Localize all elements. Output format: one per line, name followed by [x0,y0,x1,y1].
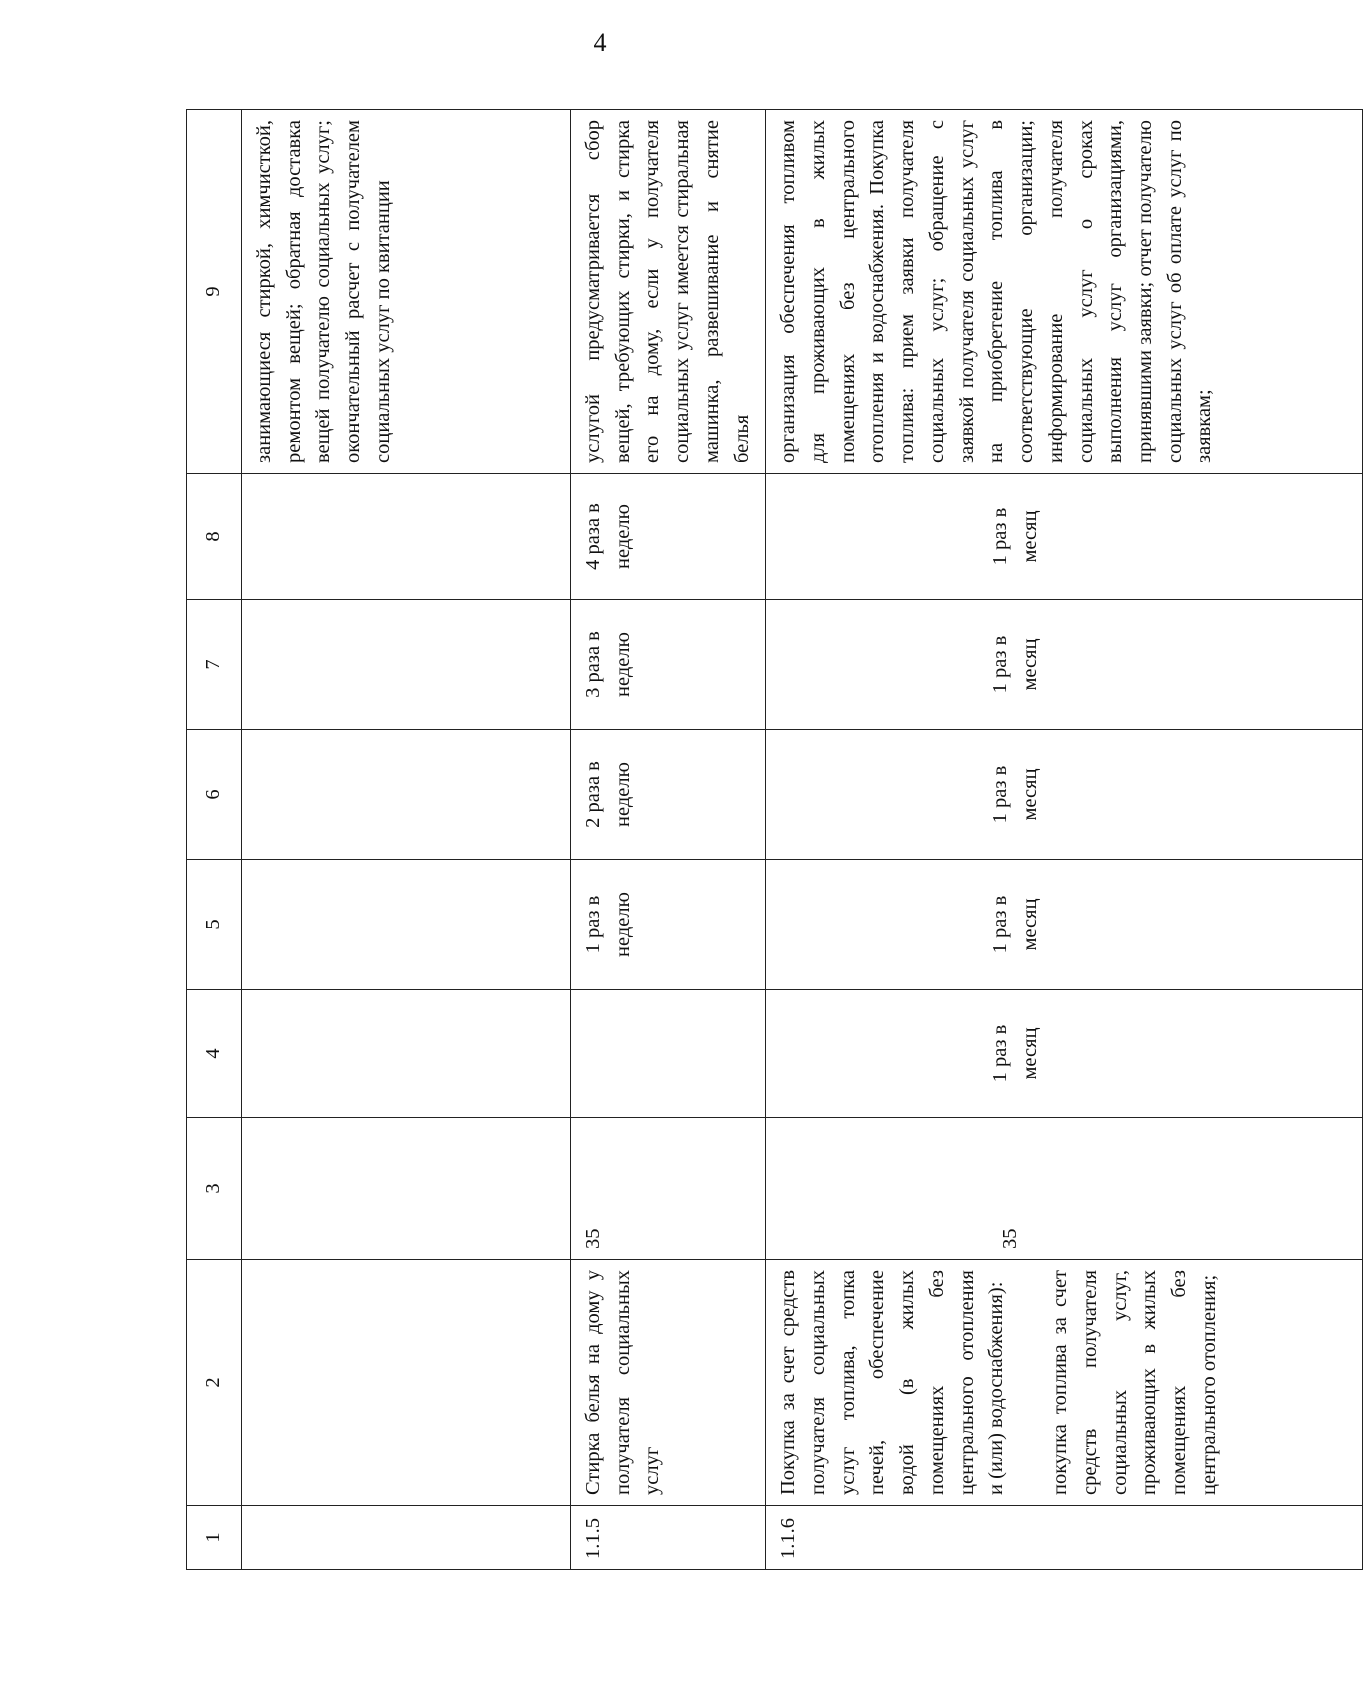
row-number-cell: 1.1.5 [571,1506,766,1570]
frequency-cell [242,730,571,860]
header-cell: 8 [187,474,242,600]
frequency-cell [242,860,571,990]
frequency-cell: 3 раза в неделю [571,600,766,730]
frequency-value: 1 раз в месяц [989,507,1042,566]
frequency-value: 1 раз в месяц [989,635,1042,694]
page-number: 4 [593,28,607,57]
frequency-cell [766,600,1363,730]
frequency-cell [766,730,1363,860]
description-cell: услугой предусматривается сбор вещей, требующих стирки, и стирка его на дому, если у получателя социальных услуг имеется стиральная машинка, развешивание и снятие белья [571,110,766,474]
frequency-cell [766,860,1363,990]
frequency-cell [571,990,766,1118]
cost-cell: 35 [571,1118,766,1260]
service-name-cell: Стирка белья на дому у получателя социальных услуг [571,1260,766,1506]
table-header-row [187,110,242,1570]
frequency-value: 1 раз в месяц [989,1024,1042,1083]
services-table [186,109,1363,1570]
cost-cell [242,1118,571,1260]
rotated-table-wrapper [186,110,1220,1570]
table-row [571,110,766,1570]
frequency-cell [766,990,1363,1118]
description-cell: занимающиеся стиркой, химчисткой, ремонтом вещей; обратная доставка вещей получателю социальных услуг; окончательный расчет с получателем социальных услуг по квитанции [242,110,571,474]
service-name-sub: покупка топлива за счет средств получателя социальных услуг, проживающих в жилых помещениях без центрального отопления; [1049,1270,1220,1495]
frequency-cell [242,600,571,730]
description-cell: организация обеспечения топливом для проживающих в жилых помещениях без центрального отопления и водоснабжения. Покупка топлива: прием заявки получателя социальных услуг; обращение с заявкой получателя социальных услуг на приобретение топлива в соответствующие организации; информирование получателя социальных услуг о сроках выполнения услуг организациями, принявшими заявки; отчет получателю социальных услуг об оплате услуг по заявкам; [766,110,1363,474]
service-name-cell [766,1260,1363,1506]
cost-cell [766,1118,1363,1260]
row-number-cell [242,1506,571,1570]
frequency-cell [766,474,1363,600]
header-cell: 5 [187,860,242,990]
service-name-cell [242,1260,571,1506]
cost-value: 35 [999,1228,1022,1249]
frequency-cell: 2 раза в неделю [571,730,766,860]
header-cell: 7 [187,600,242,730]
header-cell: 3 [187,1118,242,1260]
header-cell: 6 [187,730,242,860]
table-row [766,110,1363,1570]
frequency-cell [242,990,571,1118]
frequency-cell [242,474,571,600]
header-cell: 4 [187,990,242,1118]
header-cell: 1 [187,1506,242,1570]
spacer [1012,1270,1046,1495]
frequency-cell: 1 раз в неделю [571,860,766,990]
frequency-value: 1 раз в месяц [989,765,1042,824]
table-row [242,110,571,1570]
header-cell: 9 [187,110,242,474]
service-name-main: Покупка за счет средств получателя социальных услуг топлива, топка печей, обеспечение водой (в жилых помещениях без центрального отопления и (или) водоснабжения): [777,1270,1008,1495]
row-number-cell: 1.1.6 [766,1506,1363,1570]
header-cell: 2 [187,1260,242,1506]
frequency-value: 1 раз в месяц [989,895,1042,954]
frequency-cell: 4 раза в неделю [571,474,766,600]
